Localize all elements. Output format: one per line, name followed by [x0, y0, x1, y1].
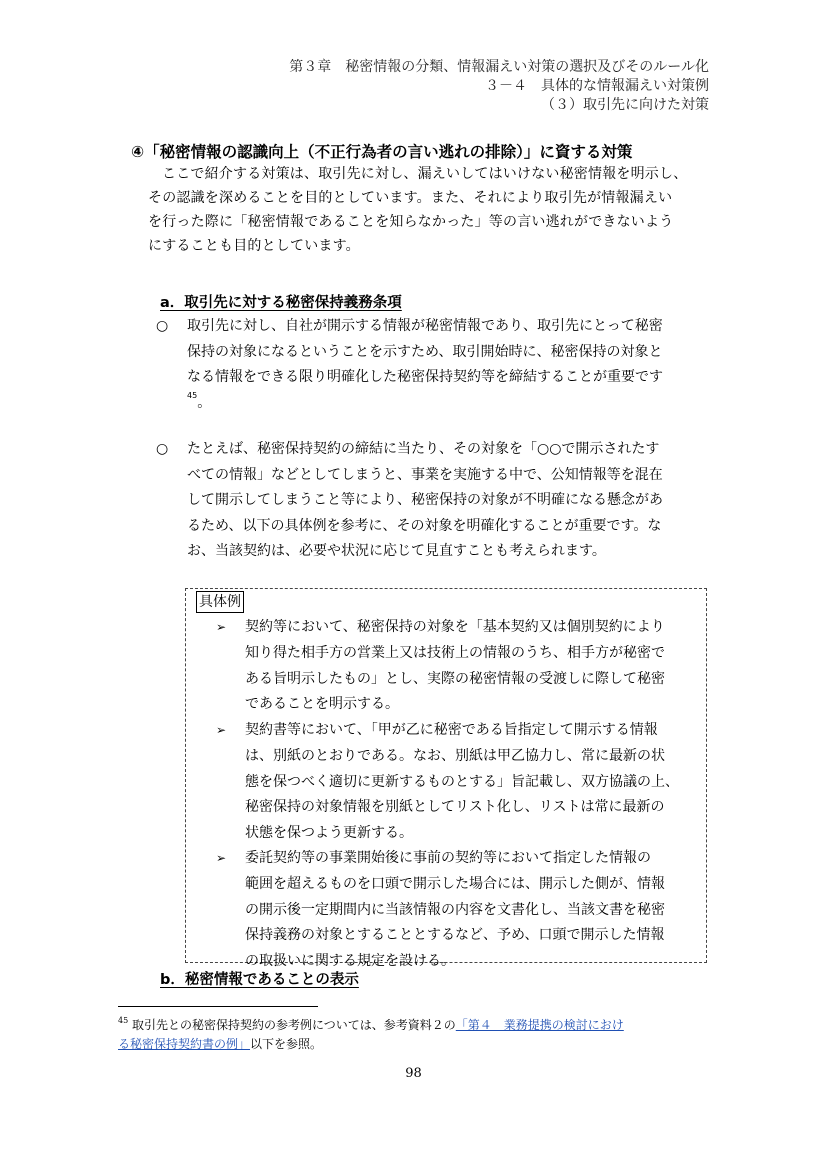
- example-line: は、別紙のとおりである。なお、別紙は甲乙協力し、常に最新の状: [245, 747, 665, 764]
- intro-line: を行った際に「秘密情報であることを知らなかった」等の言い逃れができないよう: [148, 214, 674, 230]
- bullet-line: 保持の対象になるということを示すため、取引開始時に、秘密保持の対象と: [187, 343, 663, 360]
- example-item: [216, 718, 704, 847]
- footnote-link-part2[interactable]: る秘密保持契約書の例」: [118, 1037, 251, 1051]
- footnote-link-part1[interactable]: 「第４ 業務提携の検討におけ: [455, 1018, 624, 1032]
- footnote-line: [118, 1016, 718, 1035]
- example-line: の開示後一定期間内に当該情報の内容を文書化し、当該文書を秘密: [245, 901, 665, 918]
- example-line: であることを明示する。: [245, 696, 399, 713]
- footnote-text-after: 以下を参照。: [250, 1037, 323, 1051]
- example-line: 委託契約等の事業開始後に事前の契約等において指定した情報の: [245, 850, 651, 866]
- bullet-line: たとえば、秘密保持契約の締結に当たり、その対象を「○○で開示されたす: [187, 441, 660, 457]
- footnote-number: 45: [118, 1016, 129, 1025]
- circle-bullet-icon: ○: [156, 318, 169, 334]
- bullet-item: [156, 437, 716, 565]
- bullet-line: お、当該契約は、必要や状況に応じて見直すことも考えられます。: [187, 543, 606, 559]
- footnote: [118, 1016, 718, 1054]
- footnote-text: 取引先との秘密保持契約の参考例については、参考資料２の: [132, 1018, 456, 1032]
- bullet-line: 取引先に対し、自社が開示する情報が秘密情報であり、取引先にとって秘密: [187, 318, 663, 334]
- example-line: 知り得た相手方の営業上又は技術上の情報のうち、相手方が秘密で: [245, 644, 665, 661]
- header-section: ３－４ 具体的な情報漏えい対策例: [485, 78, 709, 94]
- bullet-line: べての情報」などとしてしまうと、事業を実施する中で、公知情報等を混在: [187, 466, 663, 483]
- example-line: の取扱いに関する規定を設ける。: [245, 953, 455, 970]
- page-number: 98: [405, 1066, 422, 1081]
- arrow-bullet-icon: ➢: [216, 851, 227, 865]
- example-item: [216, 615, 704, 718]
- intro-line: ここで紹介する対策は、取引先に対し、漏えいしてはいけない秘密情報を明示し、: [162, 166, 688, 182]
- running-header: [289, 58, 709, 115]
- intro-line: にすることも目的としています。: [148, 238, 360, 254]
- header-subsection: （３）取引先に向けた対策: [541, 97, 709, 113]
- example-line: 状態を保つよう更新する。: [245, 825, 413, 842]
- example-box: [185, 588, 707, 970]
- header-chapter: 第３章 秘密情報の分類、情報漏えい対策の選択及びそのルール化: [289, 59, 709, 75]
- subheading-a: a．取引先に対する秘密保持義務条項: [160, 295, 402, 311]
- bullet-line: なる情報をできる限り明確化した秘密保持契約等を締結することが重要です: [187, 369, 663, 385]
- bullet-item: [156, 314, 716, 416]
- example-box-label: 具体例: [196, 591, 244, 613]
- intro-line: その認識を深めることを目的としています。また、それにより取引先が情報漏えい: [148, 190, 673, 206]
- subheading-b: b．秘密情報であることの表示: [160, 972, 359, 988]
- arrow-bullet-icon: ➢: [216, 620, 227, 634]
- example-line: ある旨明示したもの」とし、実際の秘密情報の受渡しに際して秘密: [245, 670, 665, 687]
- footnote-line: [118, 1035, 718, 1054]
- example-line: 契約等において、秘密保持の対象を「基本契約又は個別契約により: [245, 619, 665, 635]
- footnote-ref[interactable]: 45: [187, 390, 198, 400]
- section-intro: [148, 162, 713, 258]
- footnote-divider: [118, 1006, 318, 1007]
- circle-bullet-icon: ○: [156, 441, 169, 457]
- bullet-line: して開示してしまうこと等により、秘密保持の対象が不明確になる懸念があ: [187, 492, 663, 508]
- arrow-bullet-icon: ➢: [216, 723, 227, 737]
- example-line: 契約書等において、「甲が乙に秘密である旨指定して開示する情報: [245, 722, 658, 738]
- bullet-line-tail: $^{45}$。: [187, 390, 212, 411]
- bullet-line: るため、以下の具体例を参考に、その対象を明確化することが重要です。な: [187, 517, 662, 534]
- section-title: ④「秘密情報の認識向上（不正行為者の言い逃れの排除）」に資する対策: [131, 143, 633, 161]
- example-item: [216, 846, 704, 975]
- example-line: 秘密保持の対象情報を別紙としてリスト化し、リストは常に最新の: [245, 799, 665, 816]
- example-line: 態を保つべく適切に更新するものとする」旨記載し、双方協議の上、: [245, 773, 679, 790]
- example-line: 範囲を超えるものを口頭で開示した場合には、開示した側が、情報: [245, 875, 665, 892]
- example-line: 保持義務の対象とすることとするなど、予め、口頭で開示した情報: [245, 927, 665, 944]
